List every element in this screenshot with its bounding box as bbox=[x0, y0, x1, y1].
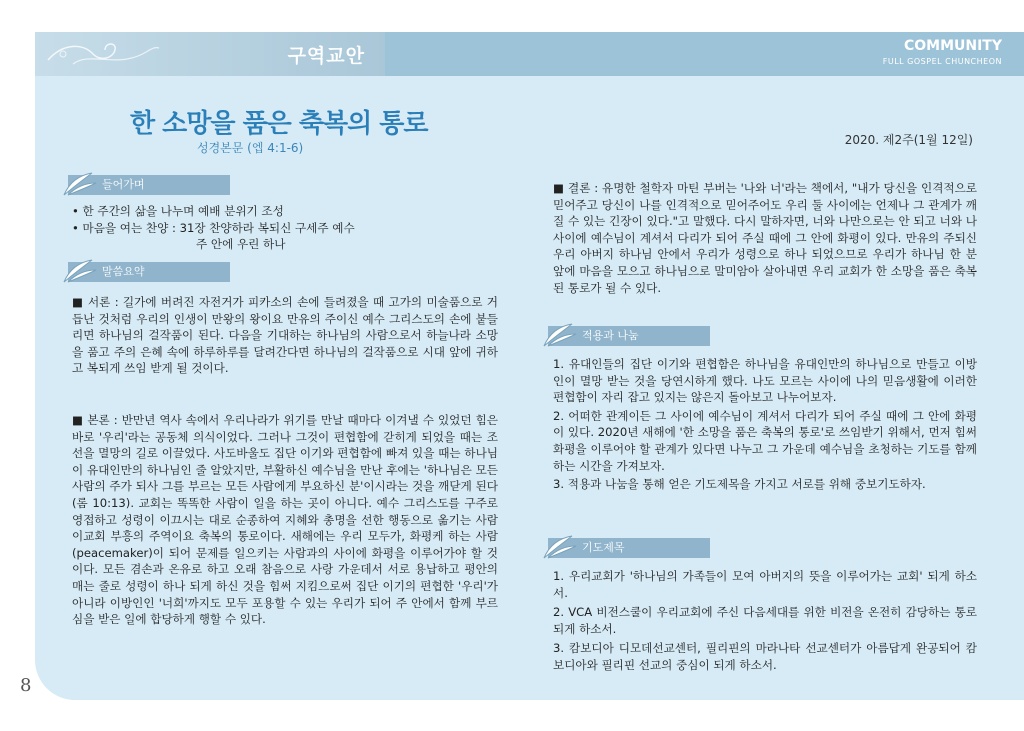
swirl-ornament-icon bbox=[43, 38, 163, 70]
list-item: 2. 어떠한 관계이든 그 사이에 예수님이 계셔서 다리가 되어 주실 때에 그 안에 화평이 있다. 2020년 새해에 '한 소망을 품은 축복의 통로'로 쓰임받기 위해서, 먼저 힘써 화평을 이루어야 할 관계가 있다면 나누고 그 가운데 예수님을 초청하는 기도를 함께 하는 시간을 가져보자. bbox=[553, 408, 977, 473]
section-label-text: 적용과 나눔 bbox=[582, 329, 639, 342]
sermon-title: 한 소망을 품은 축복의 통로 bbox=[130, 109, 428, 139]
paragraph: ■ 서론 : 길가에 버려진 자전거가 피카소의 손에 들려졌을 때 고가의 미술품으로 거듭난 것처럼 우리의 인생이 만왕의 왕이요 만유의 주이신 예수 그리스도의 손에 붙들리면 하나님의 걸작품이 된다. 다음을 기대하는 하나님의 사람으로서 하늘나라 소망을 품고 주의 은혜 속에 하루하루를 달려간다면 하나님의 걸작품으로 시대 앞에 귀하고 복되게 쓰임 받게 될 것이다. bbox=[72, 295, 498, 376]
list-item: 주 안에 우린 하나 bbox=[196, 237, 286, 252]
section-label-prayer bbox=[548, 538, 710, 558]
date-label: 2020. 제2주(1월 12일) bbox=[844, 133, 973, 147]
summary-body bbox=[72, 412, 498, 628]
intro-list bbox=[72, 203, 512, 253]
page-number: 8 bbox=[20, 675, 32, 696]
section-label-text: 들어가며 bbox=[102, 178, 145, 191]
leaf-icon bbox=[62, 256, 98, 284]
section-label-apply bbox=[548, 326, 710, 346]
leaf-icon bbox=[542, 320, 578, 348]
paragraph: ■ 결론 : 유명한 철학자 마틴 부버는 '나와 너'라는 책에서, "내가 당신을 인격적으로 믿어주고 당신이 나를 인격적으로 믿어주어도 우리 둘 사이에는 언제나 그 관계가 깨질 수 있는 긴장이 있다."고 말했다. 다시 말하자면, 너와 나만으로는 안 되고 너와 나 사이에 예수님이 계셔서 다리가 되어 주실 때에 그 안에 화평이 있다. 만유의 주되신 우리 아버지 하나님 안에서 우리가 성령으로 하나 되었으므로 우리가 하나님 한 분 앞에 마음을 모으고 하나님으로 말미암아 살아내면 우리 교회가 한 소망을 품은 축복된 통로가 될 수 있다. bbox=[553, 181, 977, 295]
section-title: 구역교안 bbox=[287, 45, 365, 67]
section-label-summary bbox=[68, 262, 230, 282]
list-item: 3. 적용과 나눔을 통해 얻은 기도제목을 가지고 서로를 위해 중보기도하자. bbox=[553, 477, 926, 492]
scripture-reference: 성경본문 (엡 4:1-6) bbox=[197, 141, 304, 155]
leaf-icon bbox=[542, 532, 578, 560]
list-item: • 마음을 여는 찬양 : 31장 찬양하라 복되신 구세주 예수 bbox=[72, 220, 355, 235]
summary-intro bbox=[72, 294, 498, 377]
list-item: • 한 주간의 삶을 나누며 예배 분위기 조성 bbox=[72, 204, 284, 218]
apply-list bbox=[553, 356, 977, 493]
section-label-text: 말씀요약 bbox=[102, 265, 145, 278]
paragraph: ■ 본론 : 반만년 역사 속에서 우리나라가 위기를 만날 때마다 이겨낼 수 있었던 힘은 바로 '우리'라는 공동체 의식이었다. 그러나 그것이 편협함에 갇히게 되었을 때는 조선을 멸망의 길로 이끌었다. 사도바울도 집단 이기와 편협함에 빠져 있을 때는 하나님이 유대인만의 하나님인 줄 알았지만, 부활하신 예수님을 만난 후에는 '하나님은 모든 사람의 주가 되사 그를 부르는 모든 사람에게 부요하신 분'이시라는 것을 깨닫게 된다(롬 10:13). 교회는 똑똑한 사람이 일을 하는 곳이 아니다. 예수 그리스도를 구주로 영접하고 성령이 이끄시는 대로 순종하여 지혜와 총명을 선한 행동으로 옮기는 사람이교회 부흥의 주역이요 축복의 통로이다. 새해에는 우리 모두가, 화평케 하는 사람(peacemaker)이 되어 문제를 일으키는 사람과의 사이에 화평을 이루어가야 할 것이다. 모든 겸손과 온유로 하고 오래 참음으로 사랑 가운데서 서로 용납하고 평안의 매는 줄로 성령이 하나 되게 하신 것을 힘써 지킴으로써 집단 이기의 편협한 '우리'가 아니라 이방인인 '너희'까지도 모두 포용할 수 있는 우리가 되어 주 안에서 함께 부르심을 받은 일에 합당하게 행할 수 있다. bbox=[72, 413, 498, 627]
list-item: 1. 유대인들의 집단 이기와 편협함은 하나님을 유대인만의 하나님으로 만들고 이방인이 멸망 받는 것을 당연시하게 했다. 나도 모르는 사이에 나의 믿음생활에 이러한 편협함이 자리 잡고 있지는 않은지 돌아보고 나누어보자. bbox=[553, 357, 977, 405]
list-item: 3. 캄보디아 디모데선교센터, 필리핀의 마라나타 선교센터가 아름답게 완공되어 캄보디아와 필리핀 선교의 중심이 되게 하소서. bbox=[553, 641, 977, 672]
section-header bbox=[35, 32, 385, 76]
list-item: 2. VCA 비전스쿨이 우리교회에 주신 다음세대를 위한 비전을 온전히 감당하는 통로 되게 하소서. bbox=[553, 605, 977, 636]
section-label-text: 기도제목 bbox=[582, 541, 625, 554]
community-header bbox=[385, 32, 1024, 76]
list-item: 1. 우리교회가 '하나님의 가족들이 모여 아버지의 뜻을 이루어가는 교회' 되게 하소서. bbox=[553, 569, 977, 600]
leaf-icon bbox=[62, 169, 98, 197]
summary-conclusion bbox=[553, 180, 977, 296]
community-label: COMMUNITY bbox=[903, 38, 1002, 54]
prayer-list bbox=[553, 568, 977, 674]
church-name: FULL GOSPEL CHUNCHEON bbox=[882, 57, 1002, 66]
section-label-intro bbox=[68, 175, 230, 195]
